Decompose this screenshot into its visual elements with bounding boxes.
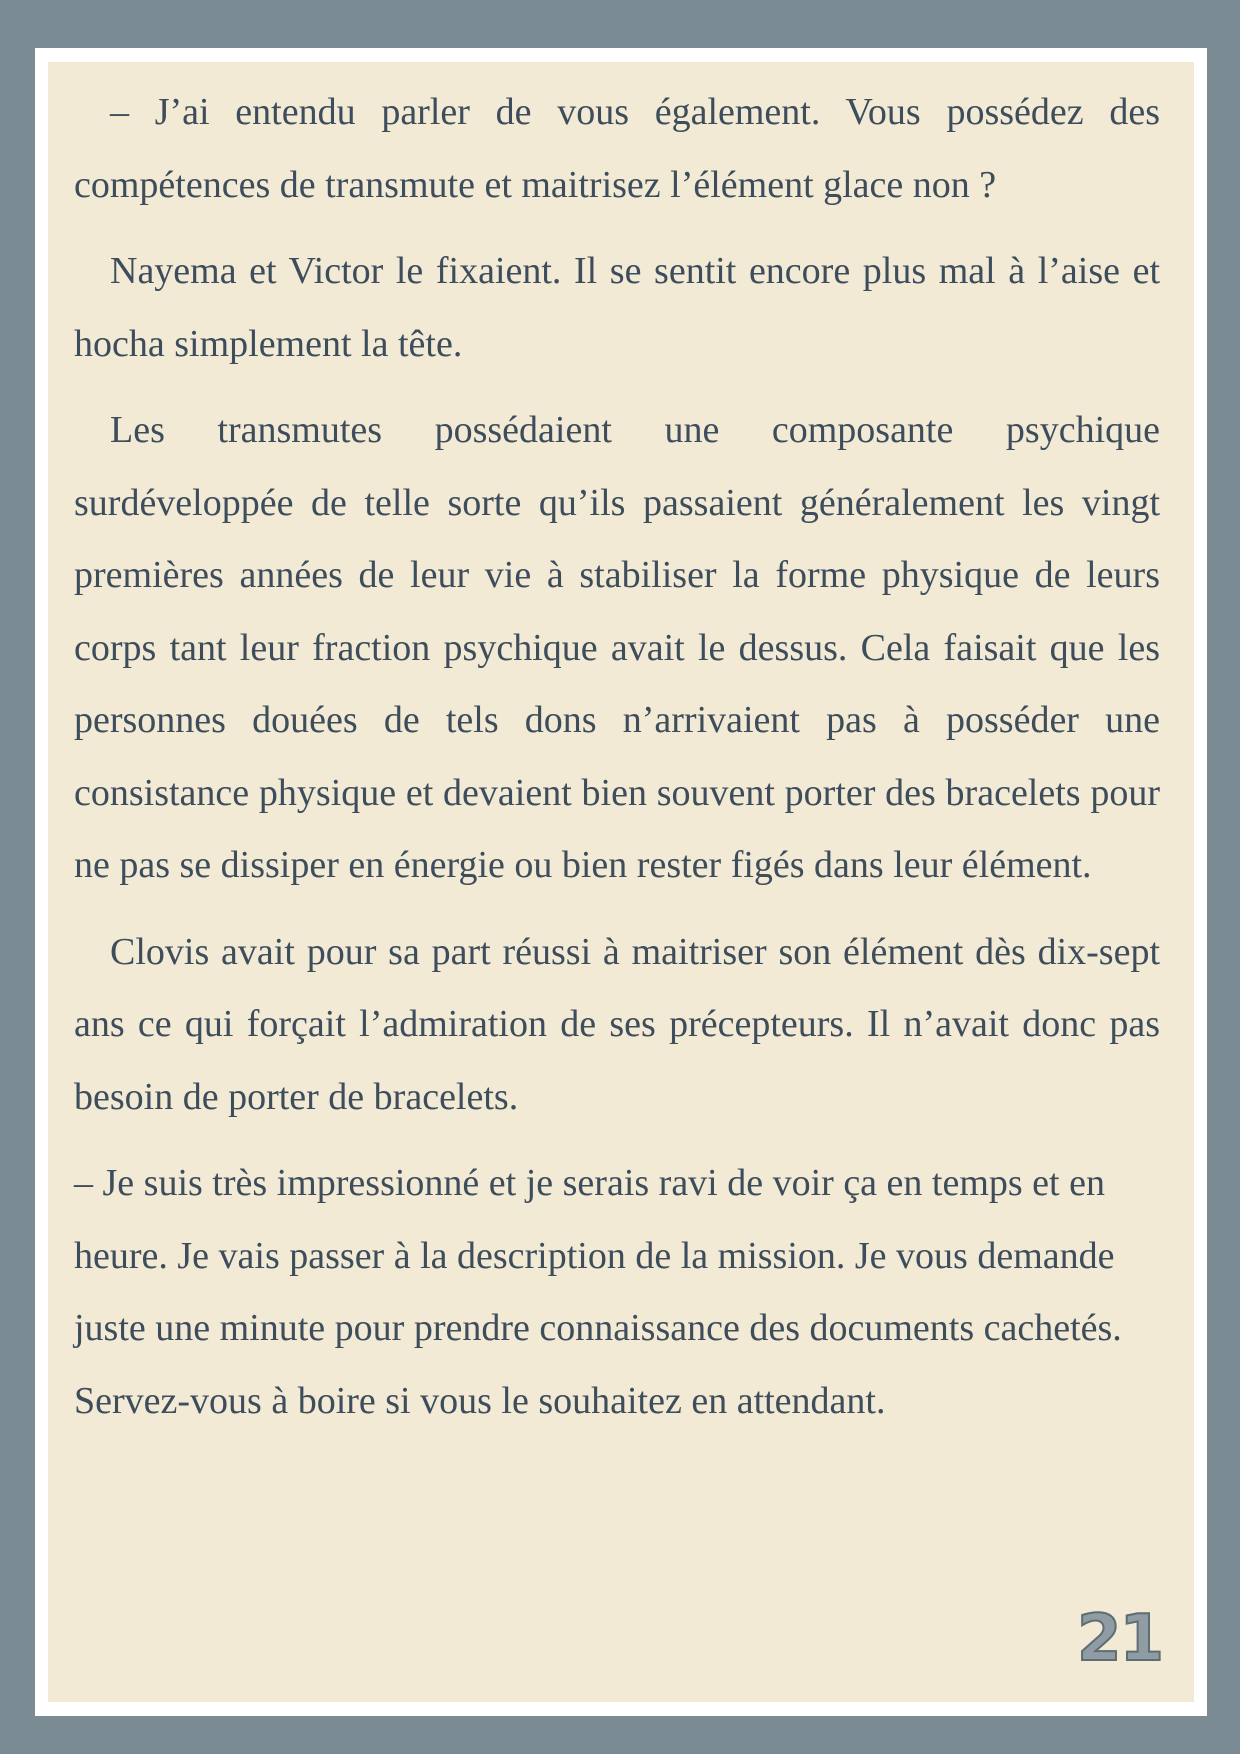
page-number: 21	[1076, 1602, 1162, 1676]
paragraph-2: Nayema et Victor le fixaient. Il se sentit encore plus mal à l’aise et hocha simplement la tête.	[74, 250, 1160, 365]
paragraph-3: Les transmutes possédaient une composante psychique surdéveloppée de telle sorte qu’ils passaient généralement les vingt premières années de leur vie à stabiliser la forme physique de leurs corps tant leur fraction psychique avait le dessus. Cela faisait que les personnes douées de tels dons n’arrivaient pas à posséder une consistance physique et devaient bien souvent porter des bracelets pour ne pas se dissiper en énergie ou bien rester figés dans leur élément.	[74, 409, 1160, 886]
paragraph-1: – J’ai entendu parler de vous également. Vous possédez des compétences de transmute et maitrisez l’élément glace non ?	[74, 91, 1160, 206]
book-page	[48, 62, 1194, 1702]
body-text	[74, 76, 1160, 1437]
paragraph-4: Clovis avait pour sa part réussi à maitriser son élément dès dix-sept ans ce qui forçait l’admiration de ses précepteurs. Il n’avait donc pas besoin de porter de bracelets.	[74, 930, 1160, 1118]
paragraph-5: – Je suis très impressionné et je serais ravi de voir ça en temps et en heure. Je vais passer à la description de la mission. Je vous demande juste une minute pour prendre connaissance des documents cachetés. Servez-vous à boire si vous le souhaitez en attendant.	[74, 1162, 1122, 1422]
